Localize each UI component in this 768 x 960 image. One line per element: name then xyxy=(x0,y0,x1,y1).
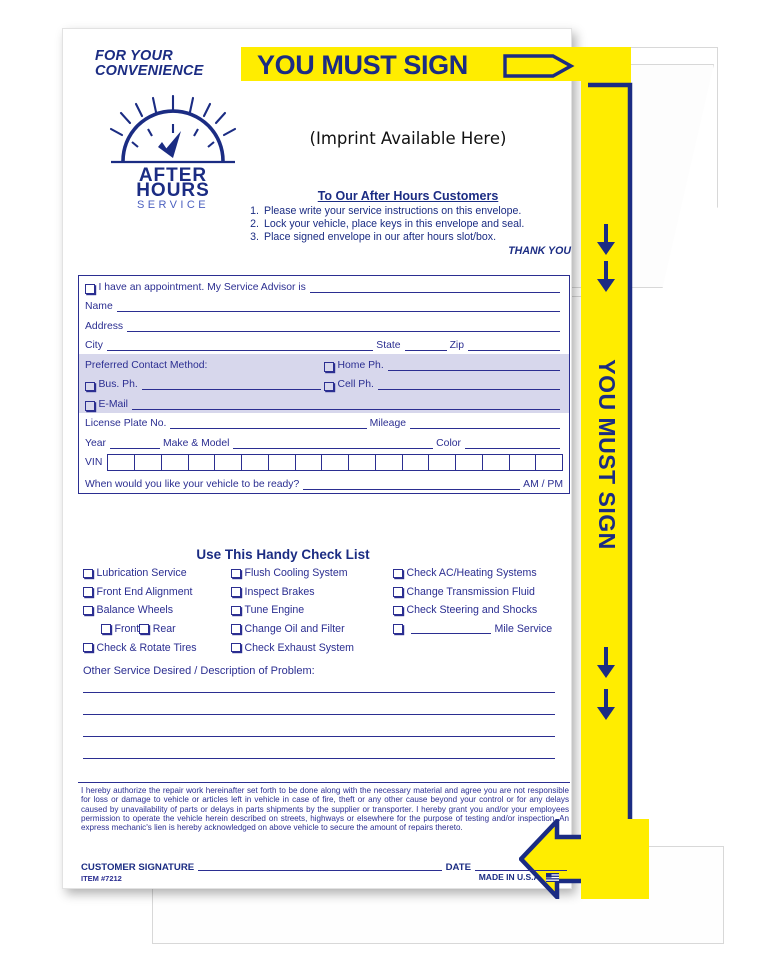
vin-cell[interactable] xyxy=(108,455,135,470)
instructions-title: To Our After Hours Customers xyxy=(317,189,499,203)
checklist-label: Inspect Brakes xyxy=(244,585,315,598)
make-model-label: Make & Model xyxy=(163,437,230,449)
vin-cell[interactable] xyxy=(296,455,323,470)
checklist-label: Rear xyxy=(152,623,176,636)
vin-cell[interactable] xyxy=(189,455,216,470)
instruction-number: 3. xyxy=(250,231,259,243)
other-service-line[interactable] xyxy=(83,758,555,759)
ampm-label: AM / PM xyxy=(523,479,563,490)
ready-time-row xyxy=(79,474,569,494)
checkbox[interactable] xyxy=(393,606,403,616)
fyc-line1: FOR YOUR xyxy=(95,48,173,64)
instruction-text: Place signed envelope in our after hours slot/box. xyxy=(264,231,497,243)
vin-cell[interactable] xyxy=(483,455,510,470)
license-plate-label: License Plate No. xyxy=(85,418,167,429)
city-input[interactable] xyxy=(107,339,373,351)
year-input[interactable] xyxy=(110,437,160,449)
mileage-label: Mileage xyxy=(369,418,406,429)
other-service-label: Other Service Desired / Description of Problem: xyxy=(83,665,315,677)
make-model-input[interactable] xyxy=(233,437,433,449)
bus-phone-checkbox[interactable] xyxy=(85,382,95,392)
made-in-usa xyxy=(479,872,559,882)
made-in-usa-label: MADE IN U.S.A. xyxy=(478,872,542,882)
appointment-row xyxy=(79,276,569,296)
checklist-label: Lubrication Service xyxy=(96,567,187,580)
banner-vertical-label: YOU MUST SIGN xyxy=(593,358,620,550)
address-input[interactable] xyxy=(127,320,560,332)
instruction-item xyxy=(243,231,573,244)
vin-cell[interactable] xyxy=(162,455,189,470)
color-input[interactable] xyxy=(465,437,560,449)
date-label: DATE xyxy=(445,862,471,873)
address-label: Address xyxy=(85,320,124,332)
vin-cell[interactable] xyxy=(429,455,456,470)
checklist-label: Check & Rotate Tires xyxy=(96,641,197,654)
vin-row xyxy=(79,452,569,474)
checkbox[interactable] xyxy=(231,587,241,597)
arrow-down-icon-3 xyxy=(594,647,618,679)
checklist-label: Flush Cooling System xyxy=(244,567,348,580)
thank-you-text: THANK YOU xyxy=(508,245,571,257)
name-input[interactable] xyxy=(117,300,560,312)
email-input[interactable] xyxy=(132,398,560,410)
email-label: E-Mail xyxy=(98,398,128,410)
customer-signature-input[interactable] xyxy=(198,860,441,871)
checklist-label: Change Oil and Filter xyxy=(244,623,345,636)
checklist-label: Front End Alignment xyxy=(96,585,193,598)
svg-text:HOURS: HOURS xyxy=(136,180,210,201)
bus-phone-label: Bus. Ph. xyxy=(98,379,138,390)
checklist-item[interactable] xyxy=(231,638,396,657)
city-label: City xyxy=(85,340,103,351)
checklist-item-front-rear[interactable] xyxy=(83,620,238,639)
checklist-item[interactable] xyxy=(231,583,396,602)
fyc-line2: CONVENIENCE xyxy=(95,63,204,79)
checkbox[interactable] xyxy=(393,587,403,597)
checklist-label: Check Exhaust System xyxy=(244,641,355,654)
for-your-convenience-text xyxy=(95,49,204,79)
arrow-down-icon-2 xyxy=(594,261,618,293)
rear-group[interactable] xyxy=(139,623,175,635)
checklist-item[interactable] xyxy=(83,601,238,620)
item-number: ITEM #7212 xyxy=(81,874,122,883)
name-row xyxy=(79,296,569,316)
zip-label: Zip xyxy=(449,340,464,351)
vin-cell[interactable] xyxy=(403,455,430,470)
checklist-label: Check AC/Heating Systems xyxy=(406,567,537,580)
instruction-text: Please write your service instructions on this envelope. xyxy=(264,205,522,217)
bus-phone-input[interactable] xyxy=(142,378,321,390)
checklist-item[interactable] xyxy=(231,601,396,620)
usa-flag-icon xyxy=(546,873,559,882)
checklist-item[interactable] xyxy=(231,564,396,583)
arrow-down-icon-4 xyxy=(594,689,618,721)
bus-phone-group xyxy=(85,378,324,393)
checklist-label: Balance Wheels xyxy=(96,604,174,617)
vin-cell[interactable] xyxy=(135,455,162,470)
checklist-item[interactable] xyxy=(83,564,238,583)
customer-signature-label: CUSTOMER SIGNATURE xyxy=(81,862,195,873)
ready-time-label: When would you like your vehicle to be ready? xyxy=(85,479,300,490)
preferred-contact-row xyxy=(79,354,569,374)
service-envelope-card xyxy=(62,28,620,889)
vin-input-grid[interactable] xyxy=(107,454,563,471)
ready-time-input[interactable] xyxy=(303,478,520,490)
checkbox[interactable] xyxy=(231,643,241,653)
instruction-text: Lock your vehicle, place keys in this envelope and seal. xyxy=(264,218,525,230)
after-hours-service-logo xyxy=(103,95,243,210)
checklist-item[interactable] xyxy=(393,583,588,602)
name-label: Name xyxy=(85,301,113,312)
banner-top-label: YOU MUST SIGN xyxy=(257,50,468,80)
email-checkbox[interactable] xyxy=(85,401,95,411)
vin-cell[interactable] xyxy=(242,455,269,470)
cell-phone-checkbox[interactable] xyxy=(324,382,334,392)
svg-text:SERVICE: SERVICE xyxy=(137,199,209,210)
home-phone-checkbox[interactable] xyxy=(324,362,334,372)
state-label: State xyxy=(376,340,401,351)
front-group[interactable] xyxy=(101,623,139,635)
checklist-column-1 xyxy=(83,564,238,657)
checklist-item[interactable] xyxy=(393,564,588,583)
date-input[interactable] xyxy=(475,860,567,871)
other-service-line[interactable] xyxy=(83,736,555,737)
mile-service-input[interactable] xyxy=(411,624,491,634)
svg-text:AFTER: AFTER xyxy=(138,165,208,186)
vin-cell[interactable] xyxy=(456,455,483,470)
instruction-number: 1. xyxy=(250,205,259,217)
arrow-down-icon-1 xyxy=(594,224,618,256)
checklist-title: Use This Handy Check List xyxy=(196,547,370,562)
instructions-block xyxy=(243,189,573,257)
checklist-item-mile-service[interactable] xyxy=(393,620,588,639)
year-label: Year xyxy=(85,437,106,449)
instruction-item xyxy=(243,205,573,218)
checklist-column-2 xyxy=(231,564,396,657)
color-label: Color xyxy=(436,437,461,449)
checklist-item[interactable] xyxy=(231,620,396,639)
checkbox[interactable] xyxy=(83,643,93,653)
checklist-item[interactable] xyxy=(393,601,588,620)
appointment-checkbox[interactable] xyxy=(85,284,95,294)
checkbox[interactable] xyxy=(393,569,403,579)
cell-phone-group xyxy=(324,378,563,393)
instruction-number: 2. xyxy=(250,218,259,230)
checklist-label: Change Transmission Fluid xyxy=(406,585,535,598)
vin-cell[interactable] xyxy=(269,455,296,470)
checklist-label: Tune Engine xyxy=(244,604,305,617)
home-phone-input[interactable] xyxy=(388,359,560,371)
zip-input[interactable] xyxy=(468,339,560,351)
customer-info-box xyxy=(78,275,570,494)
checkbox[interactable] xyxy=(83,587,93,597)
state-input[interactable] xyxy=(405,339,447,351)
address-row xyxy=(79,315,569,335)
vin-cell[interactable] xyxy=(376,455,403,470)
legal-divider xyxy=(78,782,570,783)
checklist-column-3 xyxy=(393,564,588,638)
checklist-item[interactable] xyxy=(83,583,238,602)
checklist-label: Front xyxy=(114,623,140,636)
imprint-placeholder: (Imprint Available Here) xyxy=(309,129,507,148)
checkbox[interactable] xyxy=(139,624,149,634)
cell-phone-input[interactable] xyxy=(378,378,560,390)
banner-top-strip xyxy=(241,47,589,81)
preferred-contact-label: Preferred Contact Method: xyxy=(85,359,208,371)
banner-vertical-label-wrap xyxy=(581,329,631,579)
home-phone-label: Home Ph. xyxy=(337,359,384,371)
checklist-label: Check Steering and Shocks xyxy=(406,604,538,617)
service-advisor-input[interactable] xyxy=(310,281,560,293)
chevron-right-icon xyxy=(503,54,575,78)
instruction-item xyxy=(243,218,573,231)
vin-cell[interactable] xyxy=(349,455,376,470)
checkbox[interactable] xyxy=(231,606,241,616)
other-service-line[interactable] xyxy=(83,692,555,693)
vin-cell[interactable] xyxy=(510,455,537,470)
checkbox[interactable] xyxy=(393,624,403,634)
mileage-input[interactable] xyxy=(410,417,560,429)
cell-phone-label: Cell Ph. xyxy=(337,379,374,390)
checklist-label: Mile Service xyxy=(494,623,553,636)
vin-cell[interactable] xyxy=(322,455,349,470)
plate-mileage-row xyxy=(79,413,569,433)
year-make-color-row xyxy=(79,432,569,452)
vin-cell[interactable] xyxy=(215,455,242,470)
checkbox[interactable] xyxy=(231,569,241,579)
legal-authorization-text: I hereby authorize the repair work hereinafter set forth to be done along with the necessary material and agree you are not responsible for loss or damage to vehicle or articles left in vehicle in case of fire, theft or any other cause beyond your control or for any delays caused by unavailability of parts or delays in parts shipments by the supplier or transporter. I hereby grant you and/or your employees permission to operate the vehicle herein described on streets, highways or elsewhere for the purpose of testing and/or inspection. An express mechanic's lien is hereby acknowledged on above vehicle to secure the amount of repairs thereto. xyxy=(81,786,569,833)
checkbox[interactable] xyxy=(101,624,111,634)
checkbox[interactable] xyxy=(83,606,93,616)
appointment-label: I have an appointment. My Service Advisor is xyxy=(98,281,306,293)
other-service-line[interactable] xyxy=(83,714,555,715)
bus-cell-phone-row xyxy=(79,374,569,394)
email-row xyxy=(79,393,569,413)
city-state-zip-row xyxy=(79,335,569,355)
checkbox[interactable] xyxy=(231,624,241,634)
checklist-item[interactable] xyxy=(83,638,238,657)
checkbox[interactable] xyxy=(83,569,93,579)
vin-label: VIN xyxy=(85,457,103,468)
license-plate-input[interactable] xyxy=(170,417,366,429)
vin-cell[interactable] xyxy=(536,455,562,470)
preferred-contact-left xyxy=(85,360,324,374)
home-phone-group xyxy=(324,359,563,374)
